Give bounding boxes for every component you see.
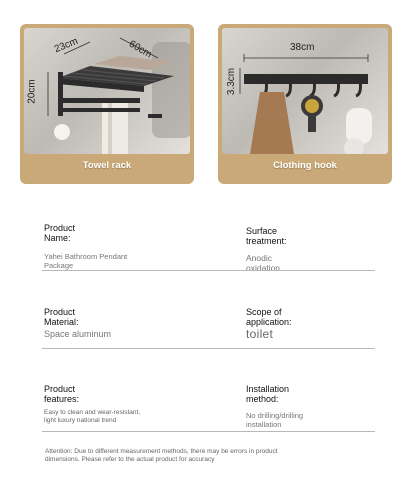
product-name-value: Yahei Bathroom Pendant Package xyxy=(44,252,128,270)
product-specs xyxy=(42,218,375,458)
towel-rack-height-label: 20cm xyxy=(26,79,38,104)
clothing-hook-caption: Clothing hook xyxy=(273,160,337,171)
towel-rack-width-label: 23cm xyxy=(52,35,80,56)
spec-row xyxy=(42,218,375,298)
product-features-value: Easy to clean and wear-resistant, light luxury national trend xyxy=(44,409,141,424)
attention-note: Attention: Due to different measurement methods, there may be errors in product dimensions. Please refer to the actual product for accuracy xyxy=(45,448,278,463)
product-name-label: Product Name: xyxy=(44,223,76,243)
clothing-hook-height-label: 3.3cm xyxy=(226,67,238,96)
spec-row xyxy=(42,378,375,458)
divider xyxy=(42,431,375,432)
clothing-hook-length-label: 38cm xyxy=(290,42,315,53)
towel-rack-photo xyxy=(24,28,190,154)
towel-rack-card xyxy=(20,24,194,184)
towel-rack-depth-label: 60cm xyxy=(126,38,154,61)
spec-row xyxy=(42,298,375,378)
towel-rack-caption: Towel rack xyxy=(82,160,132,171)
product-material-value: Space aluminum xyxy=(44,329,112,339)
product-features-label: Product features: xyxy=(44,384,80,404)
divider xyxy=(42,348,375,349)
scope-of-application-value: toilet xyxy=(246,327,274,341)
installation-method-label: Installation method: xyxy=(246,384,290,404)
towel-rack-illustration xyxy=(24,28,190,154)
surface-treatment-label: Surface treatment: xyxy=(246,226,287,246)
divider xyxy=(42,270,375,271)
installation-method-value: No drilling/drilling installation xyxy=(246,411,304,429)
scope-of-application-label: Scope of application: xyxy=(246,307,292,327)
surface-treatment-value: Anodic oxidation xyxy=(246,253,281,273)
product-material-label: Product Material: xyxy=(44,307,79,327)
clothing-hook-card xyxy=(218,24,392,184)
clothing-hook-photo xyxy=(222,28,388,154)
